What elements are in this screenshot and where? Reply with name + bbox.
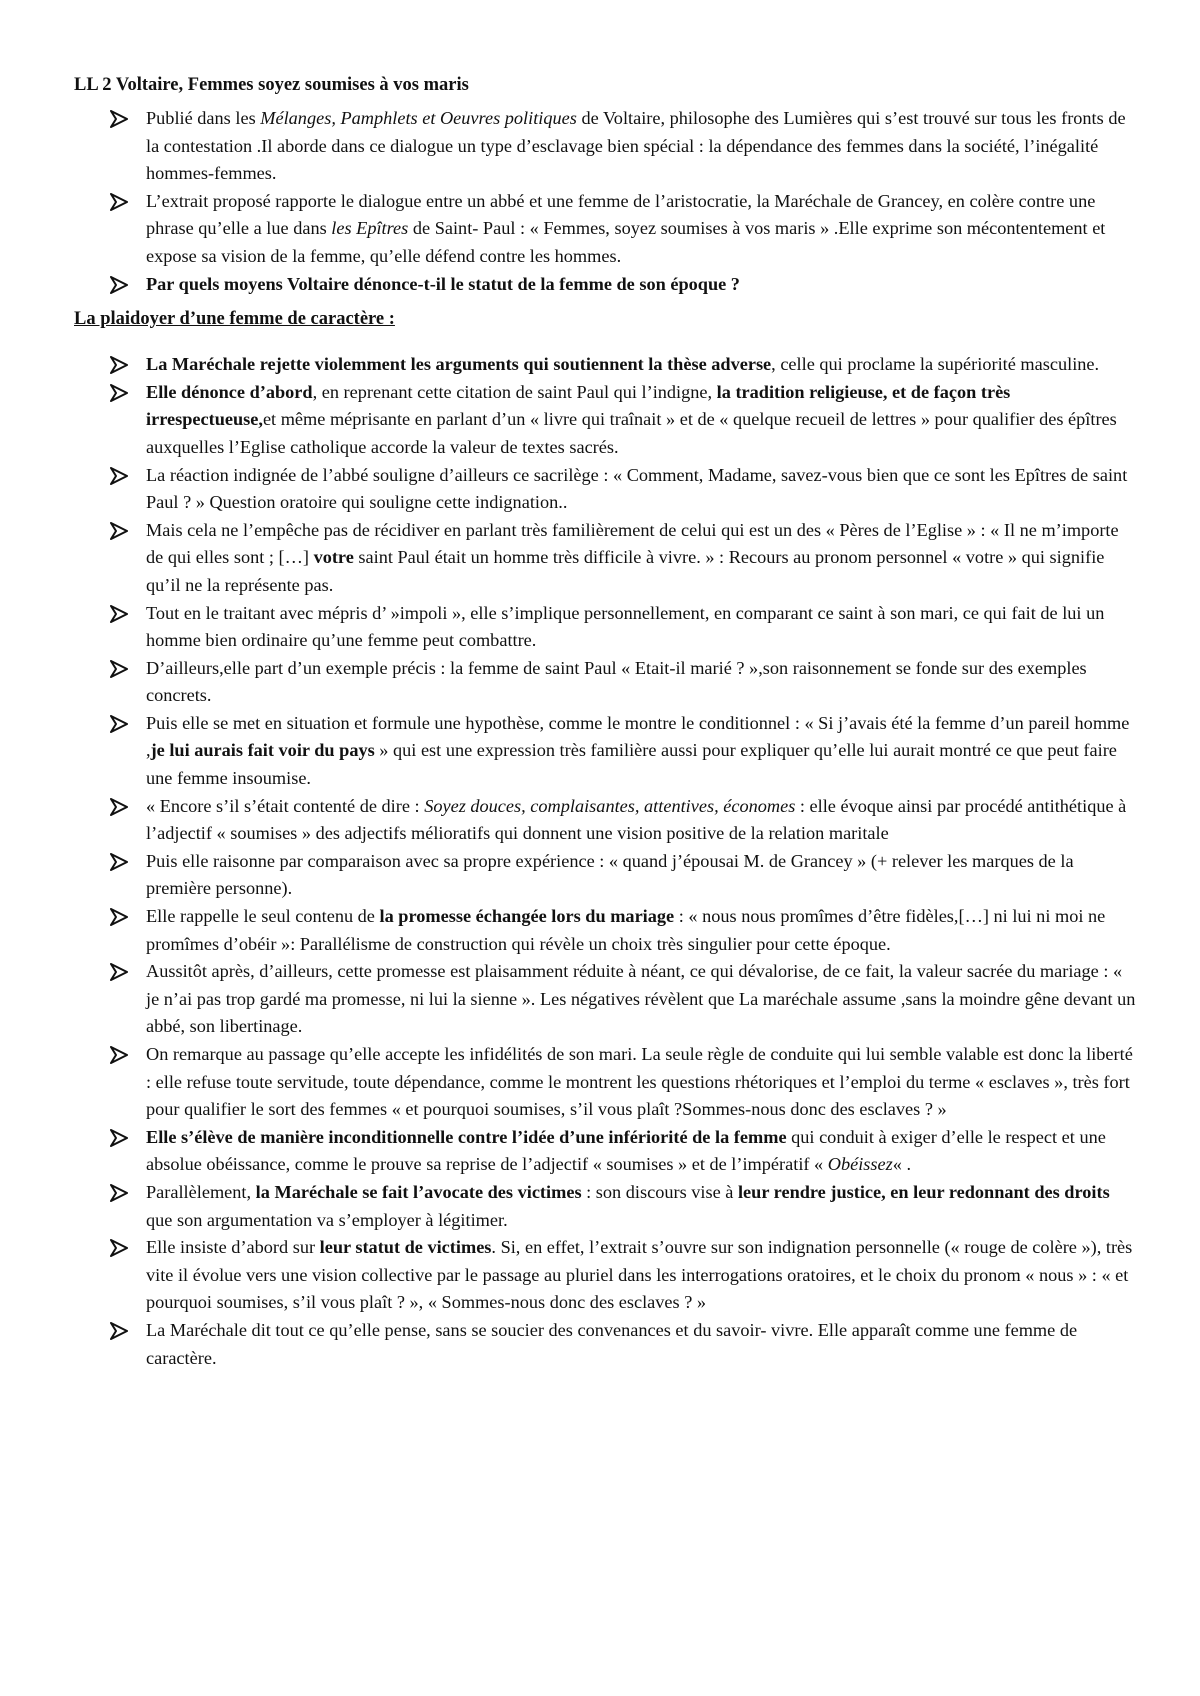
text-run: de Voltaire, philosophe des Lumières qui s’est trouvé sur tous les fronts de la contestation .Il aborde dans ce dialogue un type d’esclavage bien spécial : la dépendance des femmes dans la société, l’inégalité hommes-femmes. — [146, 108, 1126, 184]
list-item — [74, 958, 1136, 1041]
text-run: et même méprisante en parlant d’un « livre qui traînait » et de « quelque recueil de lettres » pour qualifier des épîtres auxquelles l’Eglise catholique accorde la valeur de textes sacrés. — [146, 409, 1117, 457]
text-run: Elle insiste d’abord sur — [146, 1237, 320, 1258]
list-item — [74, 462, 1136, 517]
bold-run: la promesse échangée lors du mariage — [379, 906, 675, 927]
arrowhead-bullet-icon — [110, 963, 128, 981]
list-item — [74, 1179, 1136, 1234]
intro-item — [74, 188, 1136, 271]
arrowhead-bullet-icon — [110, 110, 128, 128]
list-item — [74, 1041, 1136, 1124]
list-item — [74, 1124, 1136, 1179]
list-item — [74, 793, 1136, 848]
italic-run: Mélanges, Pamphlets et Oeuvres politiques — [260, 108, 577, 128]
text-run: Puis elle raisonne par comparaison avec sa propre expérience : « quand j’épousai M. de Grancey » (+ relever les marques de la première personne). — [146, 850, 1074, 899]
bold-run: Elle dénonce d’abord — [146, 381, 313, 402]
text-run: de Saint- Paul : « Femmes, soyez soumises à vos maris » .Elle exprime son mécontentement et expose sa vision de la femme, qu’elle défend contre les hommes. — [146, 218, 1106, 266]
arrowhead-bullet-icon — [110, 1239, 128, 1257]
text-run: qui conduit à exiger d’elle le respect et une absolue obéissance, comme le prouve sa reprise de l’adjectif « soumises » et de l’impératif « — [146, 1126, 1106, 1175]
intro-item — [74, 105, 1136, 188]
text-run: On remarque au passage qu’elle accepte les infidélités de son mari. La seule règle de conduite qui lui semble valable est donc la liberté : elle refuse toute servitude, toute dépendance, comme le montrent les questions rhétoriques et l’emploi du terme « esclaves », très fort pour qualifier le sort des femmes « et pourquoi soumises, s’il vous plaît ?Sommes-nous donc des esclaves ? » — [146, 1044, 1133, 1120]
list-item — [74, 848, 1136, 903]
bold-run: Elle s’élève de manière inconditionnelle contre l’idée d’une infériorité de la femme — [146, 1126, 787, 1147]
arrowhead-bullet-icon — [110, 660, 128, 678]
problematique-item — [74, 271, 1136, 299]
arrowhead-bullet-icon — [110, 798, 128, 816]
text-run: « . — [892, 1154, 912, 1175]
list-item — [74, 351, 1136, 379]
list-item — [74, 600, 1136, 655]
arrowhead-bullet-icon — [110, 1184, 128, 1202]
arrowhead-bullet-icon — [110, 853, 128, 871]
list-item — [74, 1317, 1136, 1372]
arrowhead-bullet-icon — [110, 193, 128, 211]
section-heading: La plaidoyer d’une femme de caractère : — [74, 309, 395, 330]
points-list — [74, 351, 1136, 1372]
arrowhead-bullet-icon — [110, 605, 128, 623]
bold-run: la Maréchale se fait l’avocate des victimes — [255, 1181, 582, 1202]
bold-run: Par quels moyens Voltaire dénonce-t-il le statut de la femme de son époque ? — [146, 273, 740, 294]
arrowhead-bullet-icon — [110, 715, 128, 733]
arrowhead-bullet-icon — [110, 522, 128, 540]
list-item — [74, 1234, 1136, 1317]
list-item — [74, 517, 1136, 600]
text-run: Parallèlement, — [146, 1181, 256, 1202]
arrowhead-bullet-icon — [110, 1129, 128, 1147]
bold-run: votre — [313, 547, 354, 568]
text-run: : « nous nous promîmes d’être fidèles,[…] ni lui ni moi ne promîmes d’obéir »: Parallélisme de construction qui révèle un choix très singulier pour cette époque. — [146, 906, 1106, 954]
text-run: Puis elle se met en situation et formule une hypothèse, comme le montre le conditionnel : « Si j’avais été la femme d’un pareil homme , — [146, 712, 1130, 761]
text-run: , celle qui proclame la supériorité masculine. — [771, 354, 1100, 375]
italic-run: les Epîtres — [331, 218, 409, 239]
bold-run: leur statut de victimes — [319, 1237, 492, 1258]
list-item — [74, 710, 1136, 793]
bold-run: je lui aurais fait voir du pays — [150, 740, 375, 761]
text-run: Tout en le traitant avec mépris d’ »impoli », elle s’implique personnellement, en comparant ce saint à son mari, ce qui fait de lui un homme bien ordinaire qu’une femme peut combattre. — [146, 602, 1105, 651]
bold-run: leur rendre justice, en leur redonnant des droits — [737, 1181, 1110, 1202]
arrowhead-bullet-icon — [110, 1046, 128, 1064]
text-run: . Si, en effet, l’extrait s’ouvre sur son indignation personnelle (« rouge de colère »), très vite il évolue vers une vision collective par le passage au pluriel dans les interrogations oratoires, et le choix du pronom « nous » : « et pourquoi soumises, s’il vous plaît ? », « Sommes-nous donc des esclaves ? » — [146, 1237, 1133, 1313]
bold-run: La Maréchale rejette violemment les arguments qui soutiennent la thèse adverse — [146, 354, 772, 375]
arrowhead-bullet-icon — [110, 467, 128, 485]
text-run: La réaction indignée de l’abbé souligne d’ailleurs ce sacrilège : « Comment, Madame, savez-vous bien que ce sont les Epîtres de saint Paul ? » Question oratoire qui souligne cette indignation.. — [146, 464, 1128, 513]
list-item — [74, 379, 1136, 462]
text-run: L’extrait proposé rapporte le dialogue entre un abbé et une femme de l’aristocratie, la Maréchale de Grancey, en colère contre une phrase qu’elle a lue dans — [146, 190, 1096, 239]
bold-run: la tradition religieuse, et de façon très irrespectueuse, — [146, 381, 1011, 430]
list-item — [74, 655, 1136, 710]
text-run: « Encore s’il s’était contenté de dire : — [146, 795, 425, 816]
text-run: Aussitôt après, d’ailleurs, cette promesse est plaisamment réduite à néant, ce qui dévalorise, de ce fait, la valeur sacrée du mariage : « je n’ai pas trop gardé ma promesse, ni lui la sienne ». Les négatives révèlent que La maréchale assume ,sans la moindre gêne devant un abbé, son libertinage. — [146, 961, 1136, 1037]
arrowhead-bullet-icon — [110, 356, 128, 374]
italic-run: Obéissez — [827, 1154, 893, 1175]
intro-list — [74, 105, 1136, 298]
text-run: » qui est une expression très familière aussi pour expliquer qu’elle lui aurait montré ce que peut faire une femme insoumise. — [146, 740, 1117, 789]
list-item — [74, 903, 1136, 958]
text-run: La Maréchale dit tout ce qu’elle pense, sans se soucier des convenances et du savoir- vivre. Elle apparaît comme une femme de caractère. — [146, 1319, 1078, 1368]
text-run: D’ailleurs,elle part d’un exemple précis : la femme de saint Paul « Etait-il marié ? »,son raisonnement se fonde sur des exemples concrets. — [146, 657, 1087, 706]
text-run: : son discours vise à — [581, 1181, 738, 1202]
text-run: Elle rappelle le seul contenu de — [146, 906, 380, 927]
arrowhead-bullet-icon — [110, 384, 128, 402]
arrowhead-bullet-icon — [110, 1322, 128, 1340]
arrowhead-bullet-icon — [110, 276, 128, 294]
text-run: Publié dans les — [146, 108, 261, 128]
text-run: Mais cela ne l’empêche pas de récidiver en parlant très familièrement de celui qui est un des « Pères de l’Eglise » : « Il ne m’importe de qui elles sont ; […] — [146, 519, 1119, 568]
page-title: LL 2 Voltaire, Femmes soyez soumises à vos maris — [74, 75, 469, 95]
text-run: , en reprenant cette citation de saint Paul qui l’indigne, — [312, 381, 717, 402]
text-run: saint Paul était un homme très difficile à vivre. » : Recours au pronom personnel « votre » qui signifie qu’il ne la représente pas. — [146, 547, 1105, 595]
text-run: : elle évoque ainsi par procédé antithétique à l’adjectif « soumises » des adjectifs mélioratifs qui donnent une vision positive de la relation maritale — [146, 795, 1127, 844]
arrowhead-bullet-icon — [110, 908, 128, 926]
italic-run: Soyez douces, complaisantes, attentives, économes — [424, 795, 796, 816]
text-run: que son argumentation va s’employer à légitimer. — [146, 1209, 508, 1230]
